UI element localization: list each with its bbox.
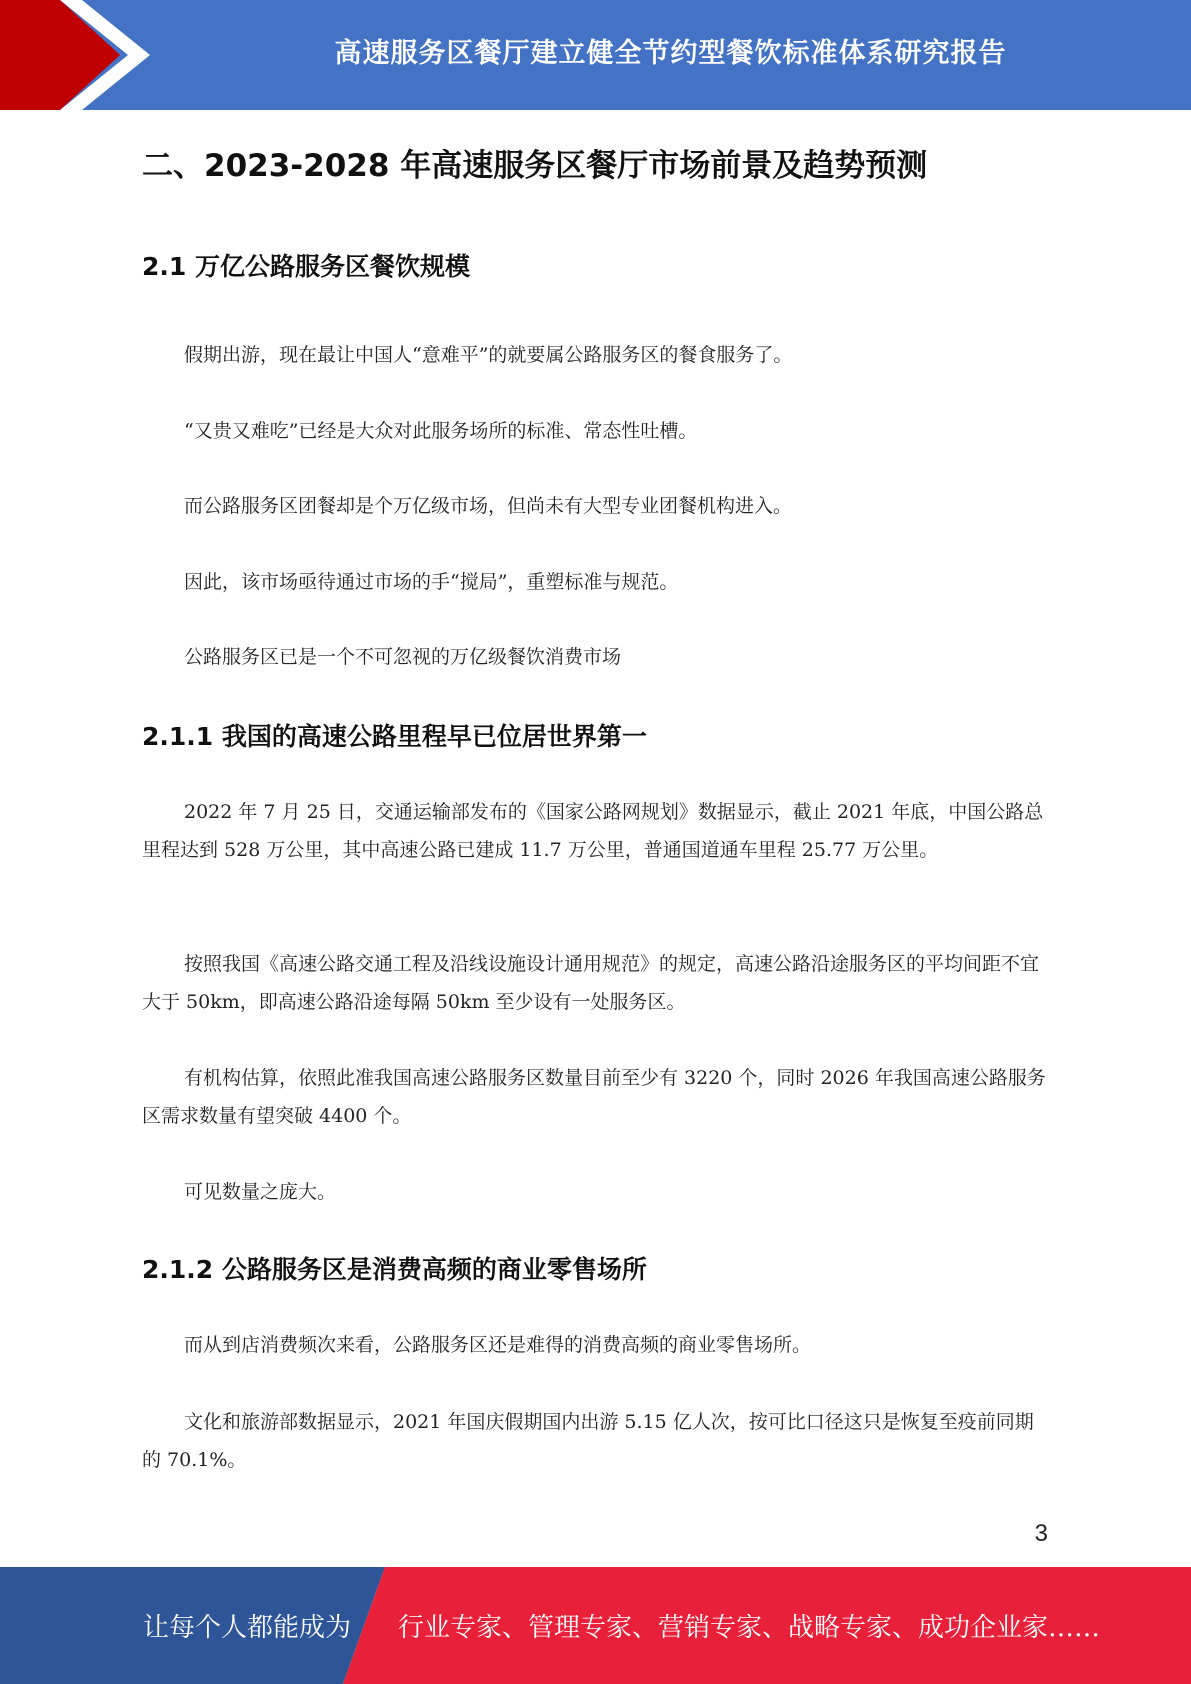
page-header [0,0,1191,110]
paragraph: 2022 年 7 月 25 日，交通运输部发布的《国家公路网规划》数据显示，截止 2021 年底，中国公路总里程达到 528 万公里，其中高速公路已建成 11.7 万公里，普通国道通车里程 25.77 万公里。 [142,801,1044,861]
paragraph: 而从到店消费频次来看，公路服务区还是难得的消费高频的商业零售场所。 [184,1334,812,1356]
heading-2-1: 2.1 万亿公路服务区餐饮规模 [142,252,470,281]
heading-2-1-1: 2.1.1 我国的高速公路里程早已位居世界第一 [142,722,647,751]
footer-slogan-left: 让每个人都能成为 [143,1613,352,1643]
header-title: 高速服务区餐厅建立健全节约型餐饮标准体系研究报告 [334,37,1007,69]
page-footer [0,1567,1191,1684]
footer-slogan-right: 行业专家、管理专家、营销专家、战略专家、成功企业家…… [398,1613,1101,1643]
paragraph: 可见数量之庞大。 [184,1181,337,1203]
paragraph: 因此，该市场亟待通过市场的手“搅局”，重塑标准与规范。 [184,571,679,593]
heading-2-1-2: 2.1.2 公路服务区是消费高频的商业零售场所 [142,1255,647,1284]
header-arrow-decoration [0,0,160,110]
paragraph: 有机构估算，依照此准我国高速公路服务区数量目前至少有 3220 个，同时 2026 年我国高速公路服务区需求数量有望突破 4400 个。 [142,1067,1046,1127]
paragraph: 公路服务区已是一个不可忽视的万亿级餐饮消费市场 [184,646,622,668]
paragraph: 按照我国《高速公路交通工程及沿线设施设计通用规范》的规定，高速公路沿途服务区的平均间距不宜大于 50km，即高速公路沿途每隔 50km 至少设有一处服务区。 [142,953,1040,1013]
paragraph: 而公路服务区团餐却是个万亿级市场，但尚未有大型专业团餐机构进入。 [184,495,793,517]
page-number: 3 [1034,1520,1048,1547]
paragraph: 文化和旅游部数据显示，2021 年国庆假期国内出游 5.15 亿人次，按可比口径这只是恢复至疫前同期的 70.1%。 [142,1411,1034,1471]
section-title: 二、2023-2028 年高速服务区餐厅市场前景及趋势预测 [142,148,928,184]
paragraph: 假期出游，现在最让中国人“意难平”的就要属公路服务区的餐食服务了。 [184,344,793,366]
paragraph: “又贵又难吃”已经是大众对此服务场所的标准、常态性吐槽。 [184,420,698,442]
